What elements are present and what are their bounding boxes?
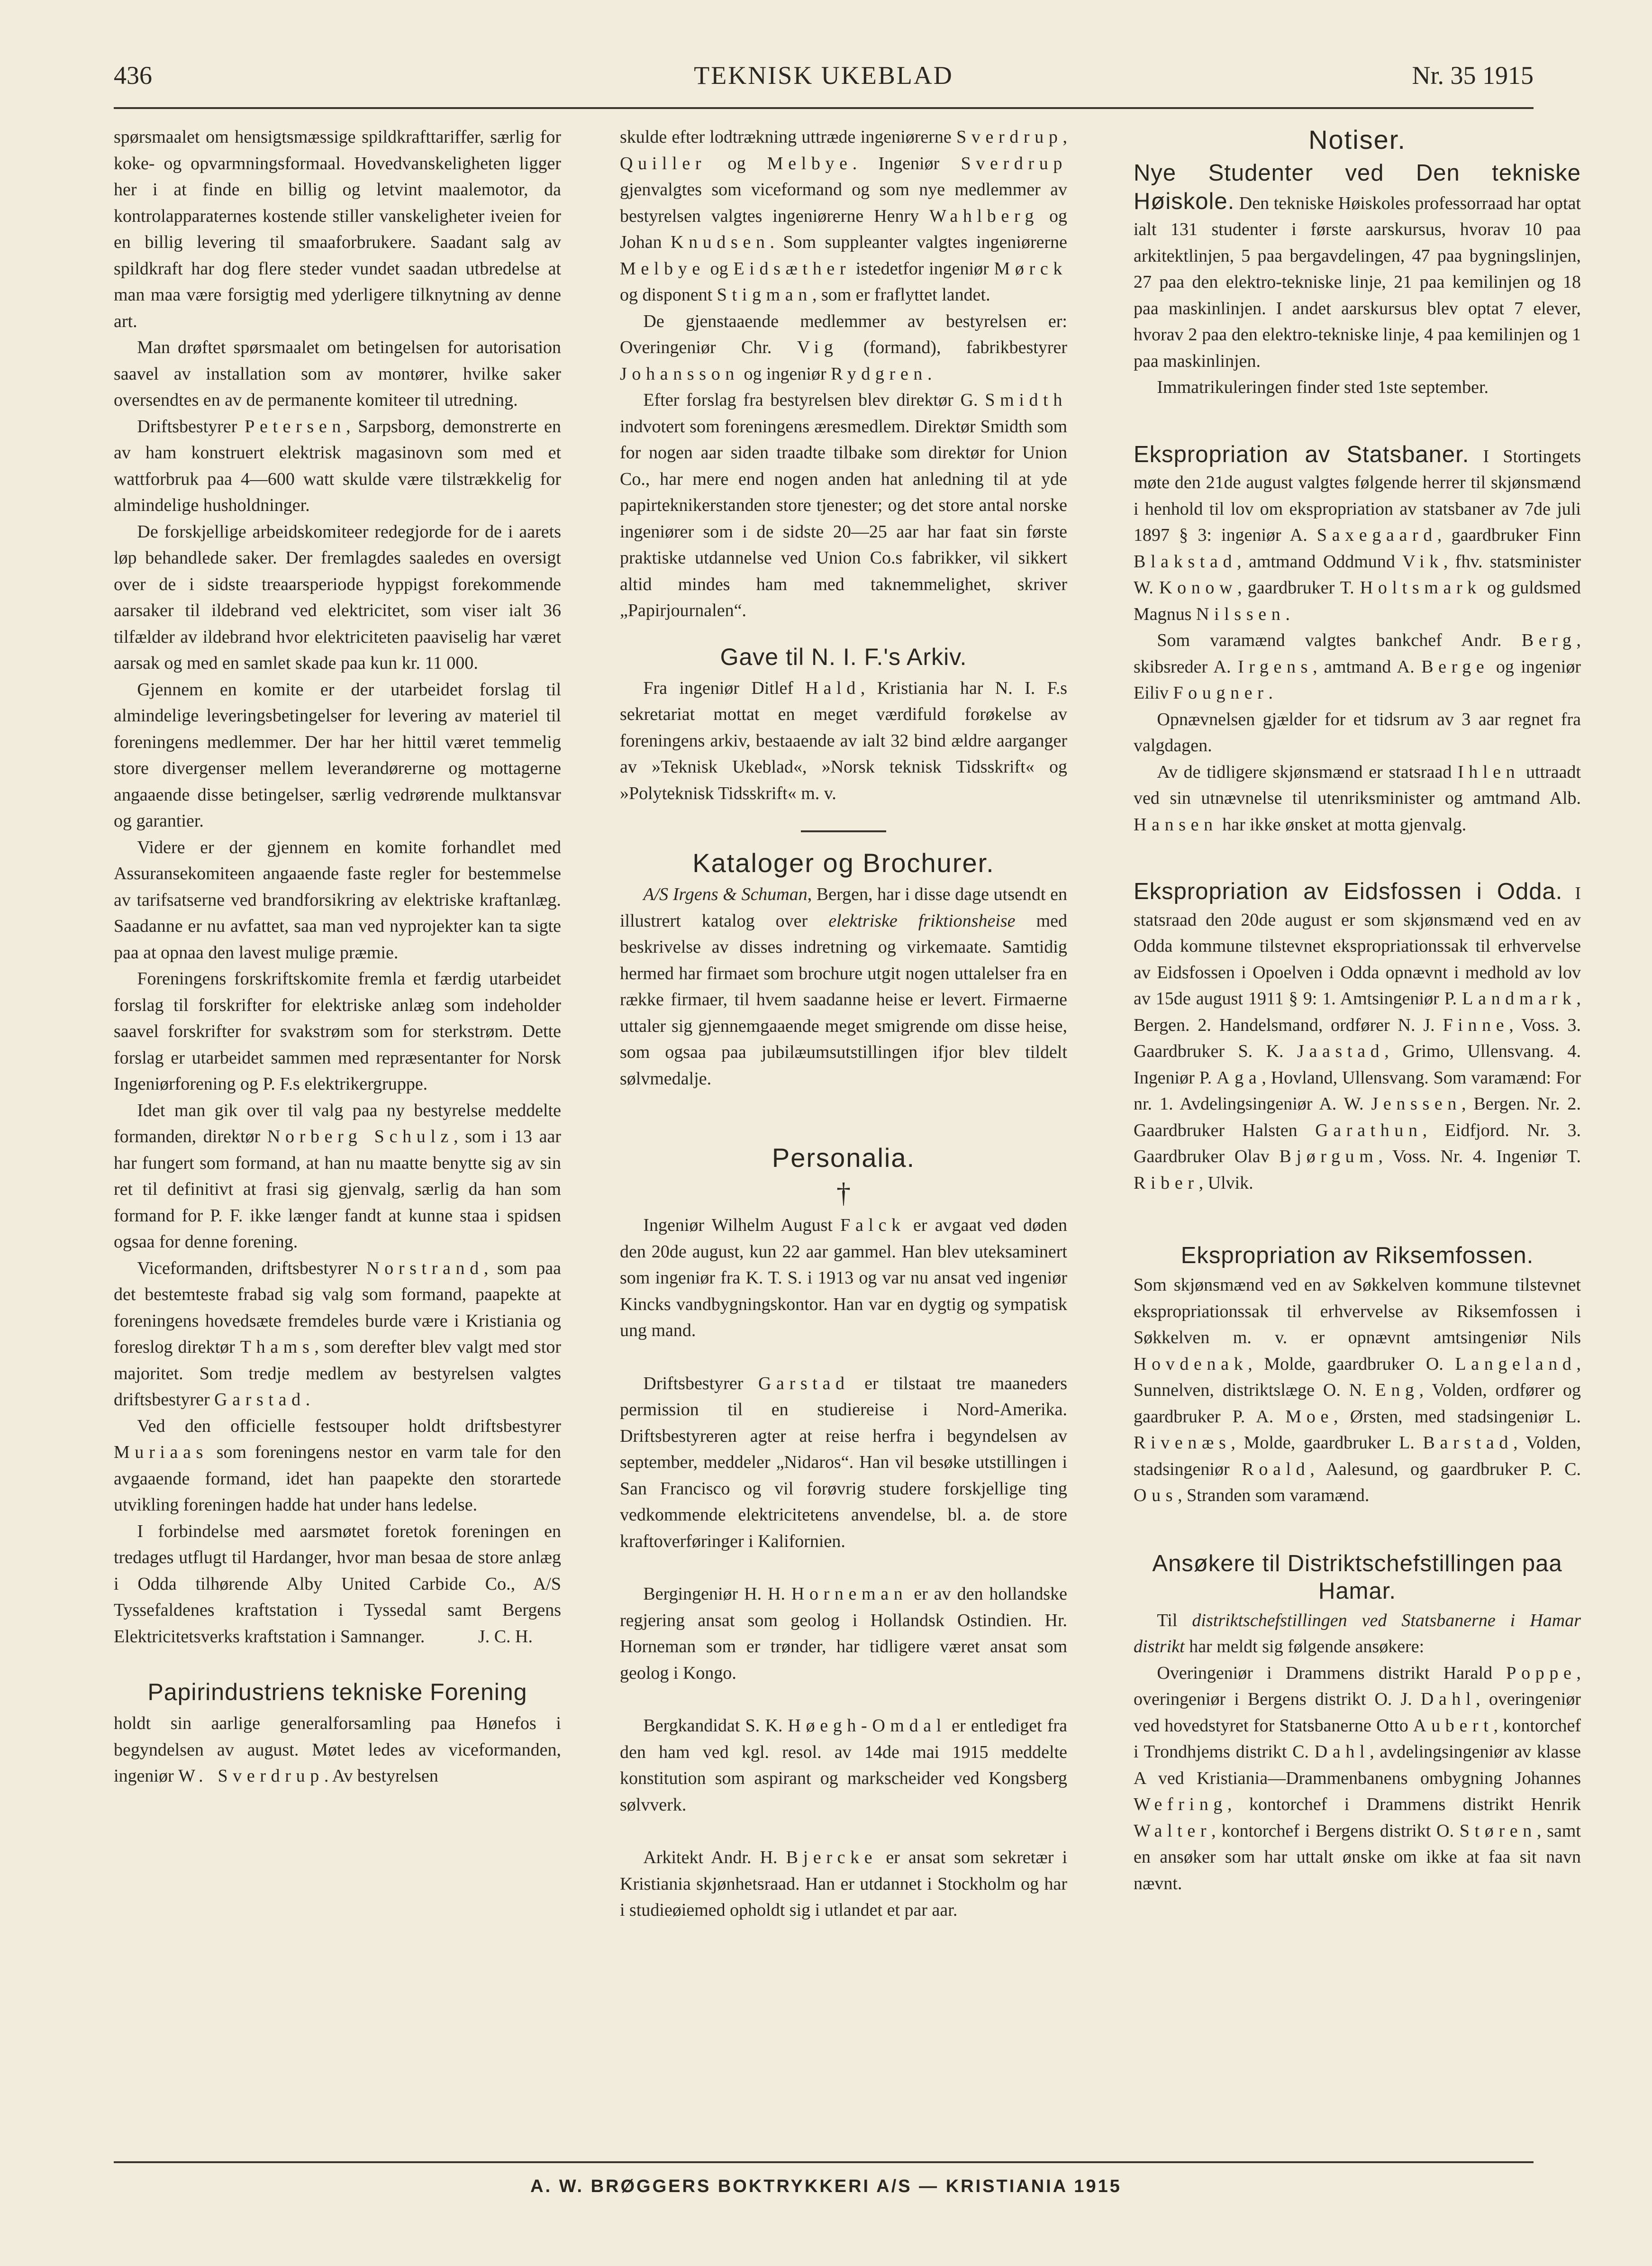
page-header: [114, 61, 1534, 103]
paragraph: Bergkandidat S. K. Høegh-Omdal er entlediget fra den ham ved kgl. resol. av 14de mai 1915 meddelte konstitution som aspirant og markscheider ved Kongsberg sølvverk.: [620, 1716, 1067, 1815]
paragraph: Immatrikuleringen finder sted 1ste september.: [1157, 377, 1489, 397]
heading-notiser: Notiser.: [1308, 125, 1406, 155]
issue-number: Nr. 35 1915: [1412, 61, 1534, 90]
section-divider: [801, 830, 886, 832]
paragraph: Nye Studenter ved Den tekniske Høiskole. Den tekniske Høiskoles professorraad har optat ialt 131 studenter i første aarskursus, hvorav 10 paa arkitektlinjen, 5 paa bergavdelingen, 47 paa bygningslinjen, 27 paa den elektro-tekniske linje, 21 paa kemilinjen og 18 paa maskinlinjen. I andet aarskursus blev optat 7 elever, hvorav 2 paa den elektro-tekniske linje, 4 paa kemilinjen og 1 paa maskinlinjen.: [1134, 160, 1581, 371]
header-rule: [114, 107, 1534, 109]
paragraph: Idet man gik over til valg paa ny bestyrelse meddelte formanden, direktør Norberg Schulz, som i 13 aar har fungert som formand, at han nu maatte benytte sig av sin ret til definitivt at frasi sig gjenvalg, særlig da han som formand for P. F. ikke længer fandt at kunne staa i spidsen ogsaa for denne forening.: [114, 1100, 561, 1252]
subheading-eidsfossen: Ekspropriation av Eidsfossen i Odda.: [1134, 879, 1563, 904]
paragraph: Bergingeniør H. H. Horneman er av den hollandske regjering ansat som geolog i Hollandsk Ostindien. Hr. Horneman som er trønder, har tidligere været ansat som geolog i Kongo.: [620, 1584, 1067, 1683]
printer-imprint: A. W. BRØGGERS BOKTRYKKERI A/S — KRISTIANIA 1915: [530, 2176, 1122, 2196]
paragraph: De gjenstaaende medlemmer av bestyrelsen er: Overingeniør Chr. Vig (formand), fabrikbestyrer Johansson og ingeniør Rydgren.: [620, 311, 1067, 384]
paragraph: Viceformanden, driftsbestyrer Norstrand, som paa det bestemteste frabad sig valg som formand, paapekte at foreningens hovedsæte fremdeles burde være i Kristiania og foreslog direktør Thams, som derefter blev valgt med stor majoritet. Som tredje medlem av bestyrelsen valgtes driftsbestyrer Garstad.: [114, 1258, 561, 1410]
paragraph: spørsmaalet om hensigtsmæssige spildkrafttariffer, særlig for koke- og opvarmningsformaal. Hovedvanskeligheten ligger her i at finde en billig og letvint maalemotor, da kontrolapparaternes kostende stiller vanskeligheter iveien for en billig levering til smaaforbrukere. Saadant salg av spildkraft har dog flere steder vundet saadan utbredelse at man maa være forsigtig med yderligere tilknytning av denne art.: [114, 127, 561, 331]
paragraph: Ingeniør Wilhelm August Falck er avgaat ved døden den 20de august, kun 22 aar gammel. Han blev uteksaminert som ingeniør fra K. T. S. i 1913 og var nu ansat ved ingeniør Kincks vandbygningskontor. Han var en dygtig og sympatisk ung mand.: [620, 1215, 1067, 1340]
paragraph: Ved den officielle festsouper holdt driftsbestyrer Muriaas som foreningens nestor en varm tale for den avgaaende formand, idet han paapekte den storartede utvikling foreningen hadde hat under hans ledelse.: [114, 1416, 561, 1515]
heading-gave: Gave til N. I. F.'s Arkiv.: [720, 643, 967, 670]
paragraph: Fra ingeniør Ditlef Hald, Kristiania har N. I. F.s sekretariat mottat en meget værdifuld forøkelse av foreningens arkiv, bestaaende av ialt 32 bind ældre aarganger av »Teknisk Ukeblad«, »Norsk teknisk Tidsskrift« og »Polyteknisk Tidsskrift« m. v.: [620, 678, 1067, 803]
journal-title: TEKNISK UKEBLAD: [694, 61, 953, 90]
paragraph: Driftsbestyrer Petersen, Sarpsborg, demonstrerte en av ham konstruert elektrisk magasinovn som med et wattforbruk paa 4—600 watt skulde være tilstrækkelig for almindelige husholdninger.: [114, 416, 561, 515]
paragraph: Arkitekt Andr. H. Bjercke er ansat som sekretær i Kristiania skjønhetsraad. Han er utdannet i Stockholm og har i studieøiemed opholdt sig i utlandet et par aar.: [620, 1847, 1067, 1920]
cross-symbol: †: [836, 1177, 851, 1209]
paragraph: I forbindelse med aarsmøtet foretok foreningen en tredages utflugt til Hardanger, hvor man besaa de store anlæg i Odda tilhørende Alby United Carbide Co., A/S Tyssefaldenes kraftstation i Tyssedal samt Bergens Elektricitetsverks kraftstation i Samnanger. J. C. H.: [114, 1519, 561, 1650]
paragraph: Som skjønsmænd ved en av Søkkelven kommune tilstevnet ekspropriationssak til erhvervelse av Riksemfossen i Søkkelven m. v. er opnævnt amtsingeniør Nils Hovdenak, Molde, gaardbruker O. Langeland, Sunnelven, distriktslæge O. N. Eng, Volden, ordfører og gaardbruker P. A. Moe, Ørsten, med stadsingeniør L. Rivenæs, Molde, gaardbruker L. Barstad, Volden, stadsingeniør Roald, Aalesund, og gaardbruker P. C. Ous, Stranden som varamænd.: [1134, 1275, 1581, 1505]
paragraph: Efter forslag fra bestyrelsen blev direktør G. Smidth indvotert som foreningens æresmedlem. Direktør Smidth som for nogen aar siden traadte tilbake som direktør for Union Co., har mere end nogen anden hat anledning til at yde papirteknikerstanden store tjenester; og det store antal norske ingeniører som i de sidste 20—25 aar har faat sin første praktiske utdannelse ved Union Co.s fabrikker, vil sikkert altid mindes ham med taknemmelighet, skriver „Papirjournalen“.: [620, 390, 1067, 620]
column-3: [1134, 124, 1581, 2148]
subheading-riksemfossen: Ekspropriation av Riksemfossen.: [1180, 1243, 1534, 1268]
paragraph: Videre er der gjennem en komite forhandlet med Assuransekomiteen angaaende faste regler for bestemmelse av tarifsatserne ved brandforsikring av elektriske kraftanlæg. Saadanne er nu avfattet, saa man ved nyprojekter kan ta sigte paa at opnaa den lavest mulige præmie.: [114, 837, 561, 963]
paragraph: Overingeniør i Drammens distrikt Harald Poppe, overingeniør i Bergens distrikt O. J. Dahl, overingeniør ved hovedstyret for Statsbanerne Otto Aubert, kontorchef i Trondhjems distrikt C. Dahl, avdelingsingeniør av klasse A ved Kristiania—Drammenbanens ombygning Johannes Wefring, kontorchef i Drammens distrikt Henrik Walter, kontorchef i Bergens distrikt O. Støren, samt en ansøker som har uttalt ønske om ikke at faa sit navn nævnt.: [1134, 1663, 1581, 1893]
paragraph: De forskjellige arbeidskomiteer redegjorde for de i aarets løp behandlede saker. Der fremlagdes saaledes en oversigt over de i sidste treaarsperiode hyppigst forekommende aarsaker til ildebrand ved elektricitet, som viser ialt 36 tilfælder av ildebrand hvor elektriciteten paaviselig har været aarsak og med en samlet skade paa kun kr. 11 000.: [114, 521, 561, 673]
paragraph: Som varamænd valgtes bankchef Andr. Berg, skibsreder A. Irgens, amtmand A. Berge og ingeniør Eiliv Fougner.: [1134, 630, 1581, 703]
paragraph: Man drøftet spørsmaalet om betingelsen for autorisation saavel av installation som av montører, hvilke saker oversendtes en av de permanente komiteer til utredning.: [114, 337, 561, 410]
paragraph: Opnævnelsen gjælder for et tidsrum av 3 aar regnet fra valgdagen.: [1134, 709, 1581, 755]
heading-papirindustrien: Papirindustriens tekniske Forening: [147, 1679, 527, 1705]
paragraph: skulde efter lodtrækning uttræde ingeniørerne Sverdrup, Quiller og Melbye. Ingeniør Sverdrup gjenvalgtes som viceformand og som nye medlemmer av bestyrelsen valgtes ingeniørerne Henry Wahlberg og Johan Knudsen. Som suppleanter valgtes ingeniørerne Melbye og Eidsæther istedetfor ingeniør Mørck og disponent Stigman, som er fraflyttet landet.: [620, 127, 1067, 305]
paragraph: Til distriktschefstillingen ved Statsbanerne i Hamar distrikt har meldt sig følgende ansøkere:: [1134, 1610, 1581, 1656]
footer-rule: [114, 2161, 1534, 2163]
signature: J. C. H.: [478, 1626, 533, 1647]
subheading-studenter: Nye Studenter ved Den tekniske Høiskole.: [1134, 160, 1581, 214]
paragraph: Gjennem en komite er der utarbeidet forslag til almindelige leveringsbetingelser for levering av materiel til foreningens medlemmer. Der har her hittil været temmelig store divergenser mellem leverandørerne og mottagerne angaaende disse betingelser, særlig vedrørende mulktansvar og garantier.: [114, 679, 561, 831]
paragraph: Foreningens forskriftskomite fremla et færdig utarbeidet forslag til forskrifter for elektriske anlæg som indeholder saavel forskrifter for svakstrøm som for sterkstrøm. Dette forslag er utarbeidet sammen med repræsentanter for Norsk Ingeniørforening og P. F.s elektrikergruppe.: [114, 969, 561, 1094]
subheading-statsbaner: Ekspropriation av Statsbaner.: [1134, 441, 1470, 467]
paragraph: Ekspropriation av Statsbaner. I Stortingets møte den 21de august valgtes følgende herrer til skjønsmænd i henhold til lov om ekspropriation av statsbaner av 7de juli 1897 § 3: ingeniør A. Saxegaard, gaardbruker Finn Blakstad, amtmand Oddmund Vik, fhv. statsminister W. Konow, gaardbruker T. Holtsmark og guldsmed Magnus Nilssen.: [1134, 441, 1581, 624]
page-number: 436: [114, 61, 152, 90]
heading-kataloger: Kataloger og Brochurer.: [692, 848, 995, 878]
column-1: [114, 124, 561, 2148]
paragraph: Driftsbestyrer Garstad er tilstaat tre maaneders permission til en studiereise i Nord-Amerika. Driftsbestyreren agter at reise herfra i begyndelsen av september, meddeler „Nidaros“. Han vil besøke utstillingen i San Francisco og vil forøvrig studere forskjellige ting vedkommende elektricitetens anvendelse, bl. a. de store kraftoverføringer i Kalifornien.: [620, 1373, 1067, 1551]
heading-personalia: Personalia.: [772, 1143, 916, 1173]
paragraph: Ekspropriation av Eidsfossen i Odda. I statsraad den 20de august er som skjønsmænd ved en av Odda kommune tilstevnet ekspropriationssak til erhvervelse av Eidsfossen i Opoelven i Odda opnævnt i medhold av lov av 15de august 1911 § 9: 1. Amtsingeniør P. Landmark, Bergen. 2. Handelsmand, ordfører N. J. Finne, Voss. 3. Gaardbruker S. K. Jaastad, Grimo, Ullensvang. 4. Ingeniør P. Aga, Hovland, Ullensvang. Som varamænd: For nr. 1. Avdelingsingeniør A. W. Jenssen, Bergen. Nr. 2. Gaardbruker Halsten Garathun, Eidfjord. Nr. 3. Gaardbruker Olav Bjørgum, Voss. Nr. 4. Ingeniør T. Riber, Ulvik.: [1134, 879, 1581, 1193]
paragraph: Av de tidligere skjønsmænd er statsraad Ihlen uttraadt ved sin utnævnelse til utenriksminister og amtmand Alb. Hansen har ikke ønsket at motta gjenvalg.: [1134, 762, 1581, 835]
subheading-ansokere: Ansøkere til Distriktschefstillingen paa Hamar.: [1152, 1550, 1562, 1604]
paragraph: A/S Irgens & Schuman, Bergen, har i disse dage utsendt en illustrert katalog over elektriske friktionsheise med beskrivelse av disses indretning og virkemaate. Samtidig hermed har firmaet som brochure utgit nogen uttalelser fra en række firmaer, til hvem saadanne heise er levert. Firmaerne uttaler sig gjennemgaaende meget smigrende om disse heise, som ogsaa paa jubilæumsutstillingen ifjor blev tildelt sølvmedalje.: [620, 884, 1067, 1089]
column-2: [620, 124, 1067, 2148]
paragraph: holdt sin aarlige generalforsamling paa Hønefos i begyndelsen av august. Møtet ledes av viceformanden, ingeniør W. Sverdrup. Av bestyrelsen: [114, 1713, 561, 1786]
